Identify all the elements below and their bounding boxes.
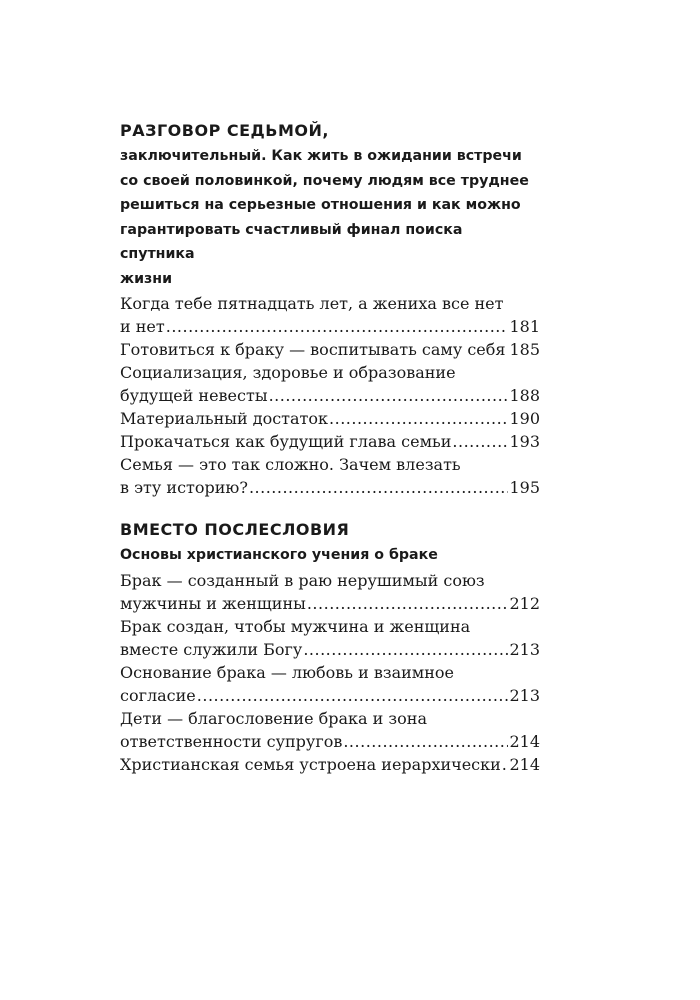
- subtitle-line: решиться на серьезные отношения и как можно: [120, 197, 521, 213]
- dot-leader: [329, 407, 508, 430]
- section-title: РАЗГОВОР СЕДЬМОЙ,: [120, 121, 329, 140]
- page-number: 213: [509, 685, 540, 705]
- entry-title-line: в эту историю?: [120, 478, 248, 497]
- entry-title-line: Готовиться к браку — воспитывать саму себя: [120, 340, 506, 359]
- entry-title-line: ответственности супругов: [120, 731, 343, 751]
- page-number: 185: [509, 340, 540, 359]
- entry-title-line: Социализация, здоровье и образование: [120, 363, 456, 382]
- dot-leader: [343, 730, 508, 753]
- section-title: ВМЕСТО ПОСЛЕСЛОВИЯ: [120, 520, 350, 539]
- toc-section: [120, 118, 540, 499]
- entry-title-line: Семья — это так сложно. Зачем влезать: [120, 455, 461, 474]
- toc-entry[interactable]: [120, 453, 540, 499]
- page-number: 195: [509, 478, 540, 497]
- page-number: 214: [509, 754, 540, 774]
- entry-title-line: Дети — благословение брака и зона: [120, 708, 427, 728]
- page-number: 188: [509, 386, 540, 405]
- page-number: 181: [509, 317, 540, 336]
- toc-entry[interactable]: [120, 292, 540, 338]
- dot-leader: [506, 338, 508, 361]
- entry-title-line: вместе служили Богу: [120, 639, 303, 659]
- dot-leader: [303, 638, 508, 661]
- page-number: 193: [509, 432, 540, 451]
- toc-entry[interactable]: [120, 753, 540, 776]
- subtitle-line: жизни: [120, 270, 173, 287]
- subtitle-line: гарантировать счастливый финал поиска спутника: [120, 221, 463, 262]
- dot-leader: [166, 315, 509, 338]
- entry-title-line: мужчины и женщины: [120, 593, 306, 613]
- page-number: 190: [509, 409, 540, 428]
- toc-entry[interactable]: [120, 407, 540, 430]
- table-of-contents: [120, 118, 540, 776]
- entry-title-line: Брак создан, чтобы мужчина и женщина: [120, 616, 471, 636]
- dot-leader: [452, 430, 508, 453]
- entry-title-line: согласие: [120, 685, 196, 705]
- section-subtitle: [120, 144, 540, 291]
- entry-title-line: будущей невесты: [120, 386, 268, 405]
- entry-title-line: Брак — созданный в раю нерушимый союз: [120, 570, 485, 590]
- toc-entry[interactable]: [120, 569, 540, 615]
- toc-section: [120, 517, 540, 776]
- toc-entry[interactable]: [120, 707, 540, 753]
- entry-title-line: Когда тебе пятнадцать лет, а жениха все нет: [120, 294, 504, 313]
- toc-entry[interactable]: [120, 338, 540, 361]
- section-subtitle: [120, 543, 540, 568]
- subtitle-line: Основы христианского учения о браке: [120, 547, 438, 563]
- dot-leader: [269, 384, 509, 407]
- dot-leader: [249, 476, 509, 499]
- entry-title-line: и нет: [120, 317, 165, 336]
- dot-leader: [307, 592, 509, 615]
- page-number: 213: [509, 639, 540, 659]
- toc-entry[interactable]: [120, 615, 540, 661]
- dot-leader: [197, 684, 509, 707]
- entry-title-line: Материальный достаток: [120, 409, 329, 428]
- dot-leader: [502, 753, 509, 776]
- subtitle-line: заключительный. Как жить в ожидании встречи: [120, 148, 522, 164]
- entry-title-line: Христианская семья устроена иерархически: [120, 754, 501, 774]
- toc-entry[interactable]: [120, 361, 540, 407]
- page-number: 214: [509, 731, 540, 751]
- subtitle-line: со своей половинкой, почему людям все труднее: [120, 172, 529, 189]
- entry-title-line: Основание брака — любовь и взаимное: [120, 662, 454, 682]
- toc-entry[interactable]: [120, 430, 540, 453]
- toc-entry[interactable]: [120, 661, 540, 707]
- entry-title-line: Прокачаться как будущий глава семьи: [120, 432, 452, 451]
- page-number: 212: [509, 593, 540, 613]
